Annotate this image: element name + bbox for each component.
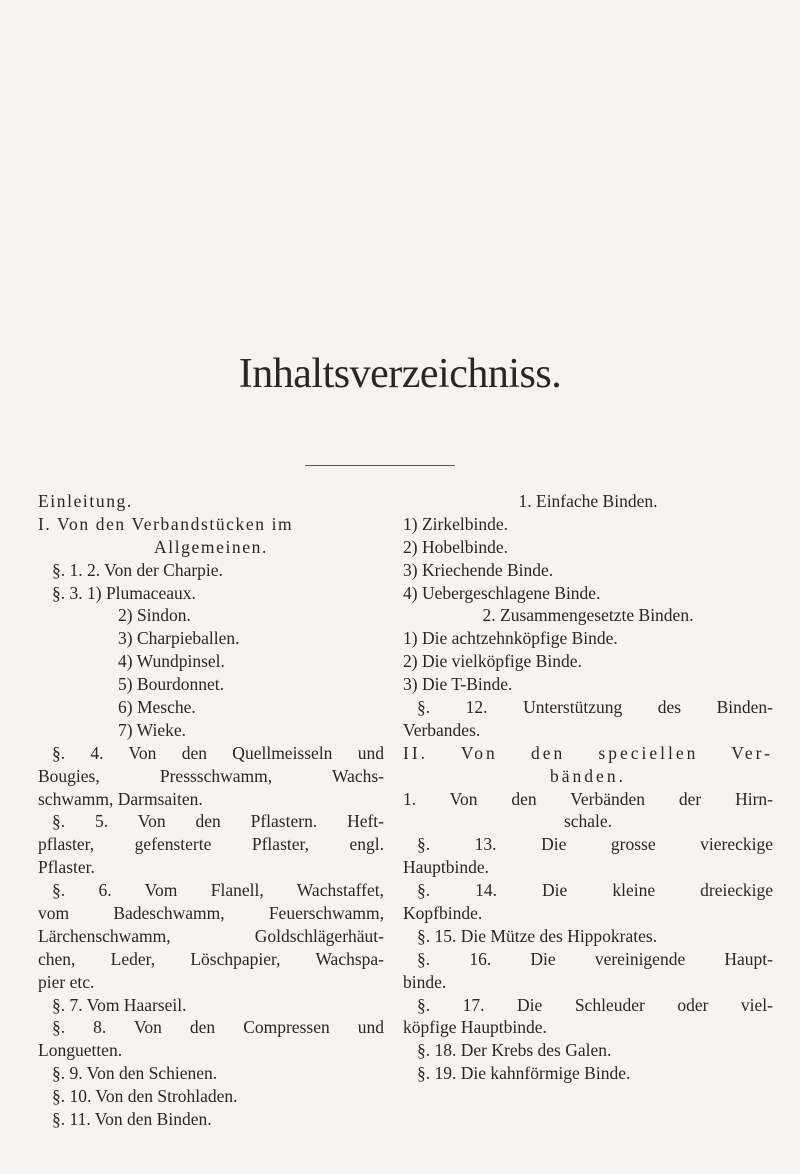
toc-entry-continued: köpfige Hauptbinde. xyxy=(403,1017,547,1038)
toc-subentry: 1) Zirkelbinde. xyxy=(403,513,508,534)
toc-entry-continued: Verbandes. xyxy=(403,719,481,740)
toc-entry-continued: binde. xyxy=(403,971,447,992)
toc-entry-continued: Pflaster. xyxy=(38,857,95,878)
toc-entry: §. 1. 2. Von der Charpie. xyxy=(52,559,223,580)
toc-entry-continued: pflaster, gefensterte Pflaster, engl. xyxy=(38,834,384,855)
toc-entry: §. 5. Von den Pflastern. Heft- xyxy=(52,811,384,832)
toc-subsection-heading: 1. Einfache Binden. xyxy=(518,491,658,511)
toc-entry-continued: chen, Leder, Löschpapier, Wachspa- xyxy=(38,948,384,969)
toc-entry: §. 19. Die kahnförmige Binde. xyxy=(417,1063,631,1084)
toc-entry: §. 6. Vom Flanell, Wachstaffet, xyxy=(52,880,384,901)
toc-entry-continued: vom Badeschwamm, Feuerschwamm, xyxy=(38,903,384,924)
toc-entry: §. 3. 1) Plumaceaux. xyxy=(52,582,196,603)
toc-section-heading-continued: Allgemeinen. xyxy=(154,536,268,557)
page-title: Inhaltsverzeichniss. xyxy=(238,351,562,397)
toc-subentry: 4) Wundpinsel. xyxy=(118,651,225,672)
toc-section-heading: I. Von den Verbandstücken im xyxy=(38,513,294,534)
toc-entry-continued: Bougies, Pressschwamm, Wachs- xyxy=(38,765,384,786)
title-divider xyxy=(305,465,455,466)
toc-entry-continued: Kopfbinde. xyxy=(403,903,483,924)
toc-entry: §. 10. Von den Strohladen. xyxy=(52,1086,238,1107)
toc-subentry: 7) Wieke. xyxy=(118,719,186,740)
toc-entry-introduction: Einleitung. xyxy=(38,491,133,511)
toc-entry: §. 8. Von den Compressen und xyxy=(52,1017,384,1038)
toc-section-heading-continued: bänden. xyxy=(550,765,626,786)
toc-entry: §. 14. Die kleine dreieckige xyxy=(417,880,773,901)
toc-subentry: 6) Mesche. xyxy=(118,697,196,718)
toc-subentry: 1) Die achtzehnköpfige Binde. xyxy=(403,628,618,649)
toc-subentry: 2) Die vielköpfige Binde. xyxy=(403,651,582,672)
toc-entry-continued: schwamm, Darmsaiten. xyxy=(38,788,203,809)
toc-subentry: 2) Sindon. xyxy=(118,605,191,626)
toc-entry: §. 17. Die Schleuder oder viel- xyxy=(417,994,773,1015)
left-column xyxy=(38,490,384,1131)
toc-entry-continued: Lärchenschwamm, Goldschlägerhäut- xyxy=(38,925,384,946)
toc-entry: §. 13. Die grosse viereckige xyxy=(417,834,773,855)
toc-entry: §. 16. Die vereinigende Haupt- xyxy=(417,948,773,969)
toc-entry-continued: pier etc. xyxy=(38,971,95,992)
toc-entry: §. 9. Von den Schienen. xyxy=(52,1063,218,1084)
toc-subentry: 3) Kriechende Binde. xyxy=(403,559,554,580)
toc-subentry: 2) Hobelbinde. xyxy=(403,536,508,557)
toc-entry-continued: Longuetten. xyxy=(38,1040,123,1061)
toc-entry-continued: Hauptbinde. xyxy=(403,857,490,878)
toc-section-heading: II. Von den speciellen Ver- xyxy=(403,742,773,763)
right-column xyxy=(403,490,773,1085)
toc-subentry: 3) Charpieballen. xyxy=(118,628,240,649)
toc-entry: §. 4. Von den Quellmeisseln und xyxy=(52,742,384,763)
toc-subentry: 3) Die T-Binde. xyxy=(403,674,513,695)
toc-subsection-heading-continued: schale. xyxy=(563,811,613,832)
toc-entry: §. 18. Der Krebs des Galen. xyxy=(417,1040,612,1061)
toc-entry: §. 7. Vom Haarseil. xyxy=(52,994,187,1015)
toc-entry: §. 15. Die Mütze des Hippokrates. xyxy=(417,925,658,946)
toc-entry: §. 11. Von den Binden. xyxy=(52,1109,212,1130)
toc-subentry: 5) Bourdonnet. xyxy=(118,674,224,695)
toc-subsection-heading: 2. Zusammengesetzte Binden. xyxy=(482,605,694,626)
toc-subsection-heading: 1. Von den Verbänden der Hirn- xyxy=(403,788,773,809)
toc-subentry: 4) Uebergeschlagene Binde. xyxy=(403,582,601,603)
toc-entry: §. 12. Unterstützung des Binden- xyxy=(417,697,773,718)
